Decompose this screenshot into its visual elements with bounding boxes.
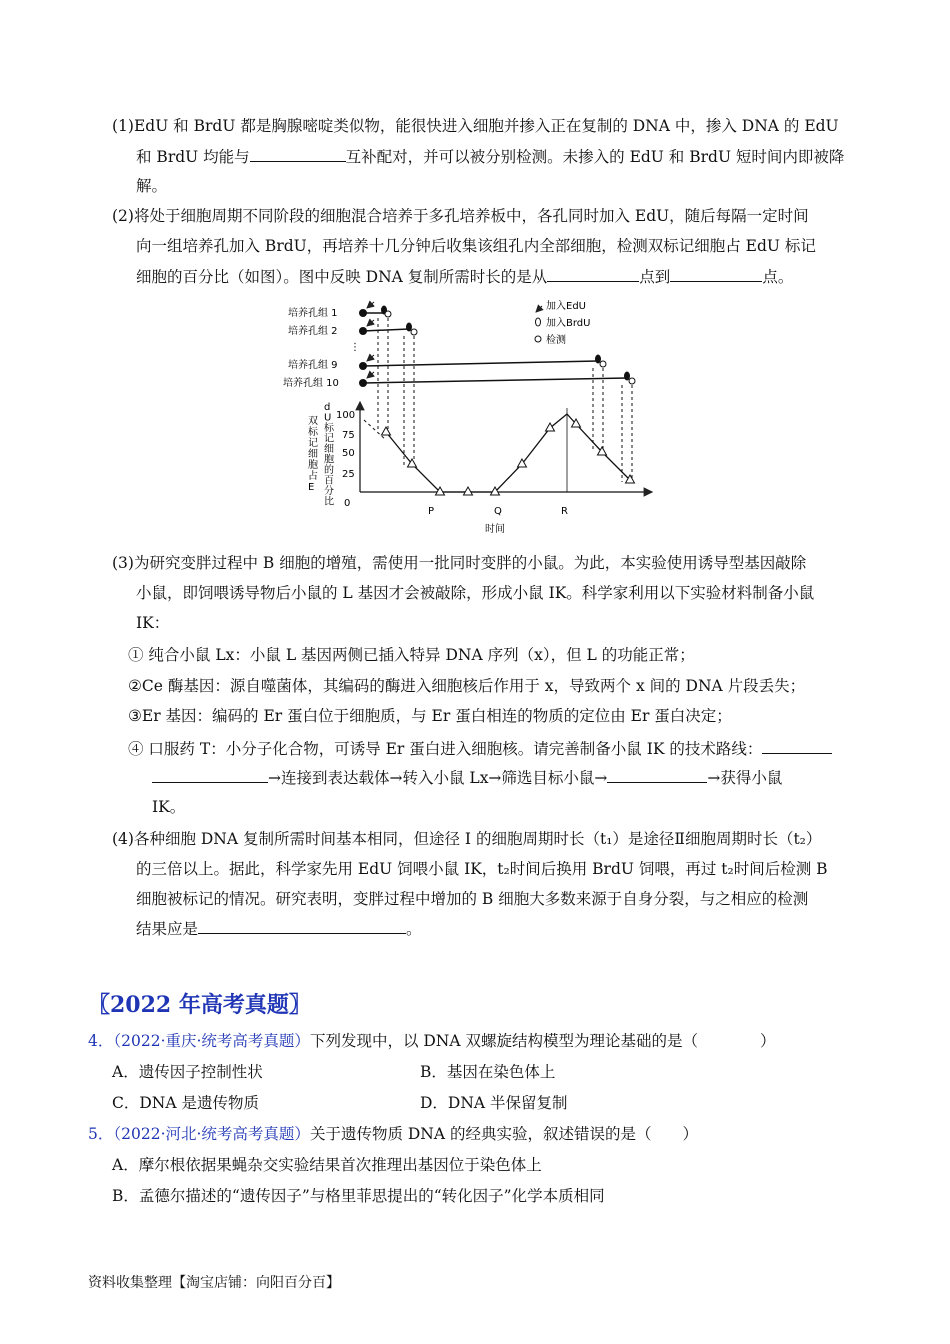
mcq4-number: 4．: [88, 1032, 114, 1050]
data-point-4: [464, 487, 473, 495]
edu-arrow-10: [367, 372, 374, 378]
q3-material-1: ① 纯合小鼠 Lx：小鼠 L 基因两侧已插入特异 DNA 序列（x），但 L 的功能正常；: [128, 646, 695, 664]
q3-line2: 小鼠，即饲喂诱导物后小鼠的 L 基因才会被敲除，形成小鼠 IK。科学家利用以下实验材料制备小鼠: [136, 584, 815, 602]
detect-mark-10: [629, 378, 635, 384]
q4-line4-b: 。: [406, 920, 422, 938]
x-axis-label: 时间: [485, 524, 505, 535]
replication-chart: [280, 292, 670, 537]
timeline-10: [363, 378, 627, 383]
group-label-1: 培养孔组 1: [288, 308, 338, 319]
q2-line3: [136, 266, 793, 287]
q3-material-2: ②Ce 酶基因：源自噬菌体，其编码的酶进入细胞核后作用于 x，导致两个 x 间的 DNA 片段丢失；: [128, 677, 806, 695]
xmark-p: P: [428, 506, 435, 517]
legend-detect: 检测: [546, 335, 566, 346]
mcq4-stem: [88, 1031, 775, 1051]
q3-route-b: →获得小鼠: [707, 769, 783, 787]
dashed-connectors: [378, 318, 632, 482]
legend-detect-icon: [535, 336, 541, 342]
svg-text:dU标记细胞的百分比双标记细胞占E: d U 标记细胞的百分比双标记细胞占 E: [308, 402, 334, 508]
timeline-2: [363, 329, 409, 331]
detect-mark-9: [600, 361, 606, 367]
footer: 资料收集整理【淘宝店铺：向阳百分百】: [88, 1275, 340, 1291]
q3-line3: IK：: [136, 614, 170, 632]
q3-route-line: [152, 767, 782, 788]
mcq4-option-c[interactable]: C．DNA 是遗传物质: [112, 1094, 259, 1112]
q3-route-end: IK。: [152, 798, 186, 816]
mcq4-option-d[interactable]: D．DNA 半保留复制: [420, 1094, 568, 1112]
q2-line1: (2)将处于细胞周期不同阶段的细胞混合培养于多孔培养板中，各孔同时加入 EdU，随后每隔一定时间: [112, 207, 809, 225]
q2-line2: 向一组培养孔加入 BrdU，再培养十几分钟后收集该组孔内全部细胞，检测双标记细胞占 EdU 标记: [136, 237, 816, 255]
q4-line1: (4)各种细胞 DNA 复制所需时间基本相同，但途径 I 的细胞周期时长（t₁）是途径Ⅱ细胞周期时长（t₂）: [112, 830, 822, 848]
q1-line2: [136, 146, 844, 167]
q1-line3: 解。: [136, 177, 168, 195]
data-series: [382, 414, 635, 495]
q3-material-3: ③Er 基因：编码的 Er 蛋白位于细胞质，与 Er 蛋白相连的物质的定位由 Er 蛋白决定；: [128, 707, 732, 725]
legend-brdu: 加入BrdU: [546, 318, 591, 329]
mcq4-source: （2022·重庆·统考高考真题）: [113, 1032, 310, 1050]
answer-blank-3[interactable]: [670, 266, 762, 282]
q4-line3: 细胞被标记的情况。研究表明，变胖过程中增加的 B 细胞大多数来源于自身分裂，与之相应的检测: [136, 890, 809, 908]
q2-line3-b: 点到: [639, 268, 671, 286]
q3-material-4: [128, 738, 832, 759]
q3-line1: (3)为研究变胖过程中 B 细胞的增殖，需使用一批同时变胖的小鼠。为此，本实验使用诱导型基因敲除: [112, 554, 807, 572]
mcq4-text: 下列发现中，以 DNA 双螺旋结构模型为理论基础的是（ ）: [309, 1032, 776, 1050]
mcq4-option-a[interactable]: A．遗传因子控制性状: [112, 1063, 263, 1081]
xmark-q: Q: [494, 506, 502, 517]
mcq5-option-b[interactable]: B．孟德尔描述的“遗传因子”与格里菲思提出的“转化因子”化学本质相同: [112, 1187, 605, 1205]
data-point-1: [382, 427, 391, 435]
q2-line3-a: 细胞的百分比（如图）。图中反映 DNA 复制所需时长的是从: [136, 268, 548, 286]
q1-line2-b: 互补配对，并可以被分别检测。未掺入的 EdU 和 BrdU 短时间内即被降: [345, 148, 845, 166]
edu-arrow-9: [367, 355, 374, 361]
series-line: [386, 414, 630, 492]
data-point-7: [546, 423, 555, 431]
detect-mark-2: [411, 329, 417, 335]
q1-line2-a: 和 BrdU 均能与: [136, 148, 250, 166]
group-label-2: 培养孔组 2: [288, 326, 338, 337]
mcq5-number: 5．: [88, 1125, 114, 1143]
ytick-100: 100: [336, 410, 356, 421]
legend-brdu-icon: [536, 318, 541, 326]
mcq5-stem: [88, 1124, 698, 1144]
answer-blank-2[interactable]: [547, 266, 639, 282]
group-label-ellipsis: ⋮: [350, 342, 360, 353]
ytick-75: 75: [342, 430, 355, 441]
answer-blank-7[interactable]: [198, 918, 406, 934]
q1-line1: (1)EdU 和 BrdU 都是胸腺嘧啶类似物，能很快进入细胞并掺入正在复制的 DNA 中，掺入 DNA 的 EdU: [112, 117, 839, 135]
ytick-50: 50: [342, 448, 355, 459]
q4-line4-a: 结果应是: [136, 920, 199, 938]
q3-route-a: →连接到表达载体→转入小鼠 Lx→筛选目标小鼠→: [268, 769, 608, 787]
answer-blank-6[interactable]: [607, 767, 707, 783]
answer-blank-4[interactable]: [762, 738, 832, 754]
mcq5-option-a[interactable]: A．摩尔根依据果蝇杂交实验结果首次推理出基因位于染色体上: [112, 1156, 542, 1174]
ytick-0: 0: [344, 498, 351, 509]
mcq4-option-b[interactable]: B．基因在染色体上: [420, 1063, 556, 1081]
edu-arrow-1: [367, 302, 374, 308]
q4-line4: [136, 918, 422, 939]
mcq5-text: 关于遗传物质 DNA 的经典实验，叙述错误的是（ ）: [309, 1125, 698, 1143]
xmark-r: R: [561, 506, 568, 517]
group-label-10: 培养孔组 10: [283, 378, 339, 389]
answer-blank-1[interactable]: [250, 146, 346, 162]
q4-line2: 的三倍以上。据此，科学家先用 EdU 饲喂小鼠 IK，t₂时间后换用 BrdU 饲喂，再过 t₂时间后检测 B: [136, 860, 828, 878]
group-label-9: 培养孔组 9: [288, 360, 338, 371]
timeline-9: [363, 361, 598, 366]
answer-blank-5[interactable]: [152, 767, 268, 783]
edu-arrow-2: [367, 320, 374, 326]
detect-mark-1: [385, 311, 391, 317]
q3-material-4-text: ④ 口服药 T：小分子化合物，可诱导 Er 蛋白进入细胞核。请完善制备小鼠 IK 的技术路线：: [128, 740, 763, 758]
q2-line3-c: 点。: [762, 268, 794, 286]
extrapolation-dash: [364, 420, 386, 440]
mcq5-source: （2022·河北·统考高考真题）: [113, 1125, 310, 1143]
y-axis-label: [308, 402, 335, 508]
legend-edu: 加入EdU: [546, 301, 586, 312]
ytick-25: 25: [342, 469, 355, 480]
legend-edu-icon: [536, 306, 542, 312]
section-title: 〖2022 年高考真题〗: [88, 992, 311, 1018]
